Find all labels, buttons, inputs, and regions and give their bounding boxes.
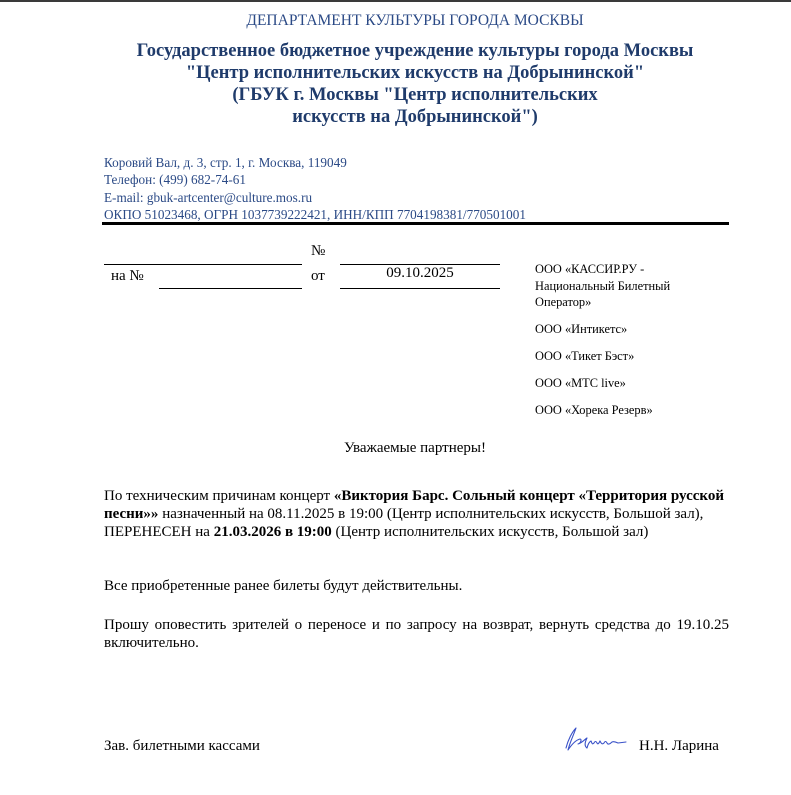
date-label: от	[311, 268, 325, 284]
recipient: ООО «Тикет Бэст»	[535, 349, 635, 363]
contact-block	[104, 154, 526, 223]
number-label: №	[311, 243, 326, 259]
reply-to-label: на №	[111, 268, 144, 284]
window-top-edge	[0, 0, 791, 2]
greeting: Уважаемые партнеры!	[344, 440, 486, 456]
org-title-line: (ГБУК г. Москвы "Центр исполнительских	[232, 85, 598, 105]
org-title-line: искусств на Добрынинской")	[292, 107, 538, 127]
letter-date: 09.10.2025	[386, 265, 454, 281]
body-paragraph-tickets-valid: Все приобретенные ранее билеты будут действительны.	[104, 578, 463, 594]
org-title-line: "Центр исполнительских искусств на Добрынинской"	[185, 63, 645, 83]
address: Коровий Вал, д. 3, стр. 1, г. Москва, 119049	[104, 155, 347, 170]
reply-to-number-line	[159, 288, 302, 289]
paragraph-text: назначенный на 08.11.2025 в 19:00 (Центр исполнительских искусств, Большой зал), ПЕРЕНЕСЕН на	[104, 506, 704, 541]
recipient: ООО «Хорека Резерв»	[535, 403, 653, 417]
signatory-position: Зав. билетными кассами	[104, 738, 260, 754]
event-title: «Виктория Барс. Сольный концерт «Территория русской песни»»	[104, 488, 724, 523]
recipient: ООО «Интикетс»	[535, 322, 628, 336]
organization-title	[0, 40, 791, 128]
date-line	[340, 288, 500, 289]
recipient: ООО «МТС live»	[535, 376, 626, 390]
department-name: ДЕПАРТАМЕНТ КУЛЬТУРЫ ГОРОДА МОСКВЫ	[246, 12, 584, 29]
email: E-mail: gbuk-artcenter@culture.mos.ru	[104, 189, 313, 205]
recipient: ООО «КАССИР.РУ - Национальный Билетный Оператор»	[535, 262, 671, 309]
body-paragraph-refund-request: Прошу оповестить зрителей о переносе и по запросу на возврат, вернуть средства до 19.10.25 включительно.	[104, 617, 729, 652]
body-paragraph-postponement	[104, 487, 729, 542]
outgoing-number-line	[104, 264, 302, 265]
paragraph-text: По техническим причинам концерт	[104, 488, 334, 504]
org-title-line: Государственное бюджетное учреждение культуры города Москвы	[136, 41, 694, 61]
registry-codes: ОКПО 51023468, ОГРН 1037739222421, ИНН/КПП 7704198381/770501001	[104, 206, 526, 222]
handwritten-signature-icon	[560, 724, 630, 754]
paragraph-text: (Центр исполнительских искусств, Большой зал)	[331, 524, 649, 541]
new-date-time: 21.03.2026 в 19:00	[213, 524, 332, 541]
recipients-list	[535, 261, 695, 429]
letterhead-divider	[102, 222, 729, 225]
signatory-name: Н.Н. Ларина	[639, 738, 719, 754]
phone: Телефон: (499) 682-74-61	[104, 172, 246, 188]
